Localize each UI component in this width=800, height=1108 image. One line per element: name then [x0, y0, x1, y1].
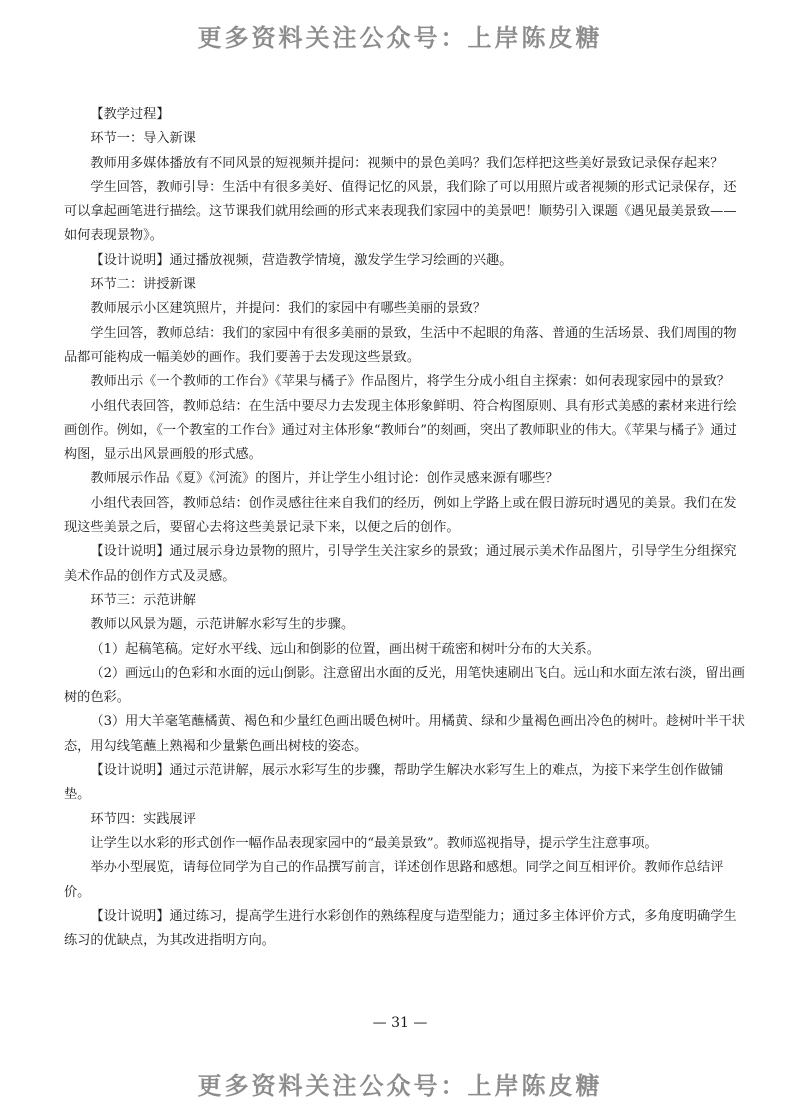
step-4-title: 环节四：实践展评: [90, 811, 196, 827]
step-3-paragraph-1: 教师以风景为题，示范讲解水彩写生的步骤。: [90, 617, 355, 633]
step-1-design-note: 【设计说明】通过播放视频，营造教学情境，激发学生学习绘画的兴趣。: [90, 252, 513, 268]
watermark-bottom: 更多资料关注公众号：上岸陈皮糖: [197, 1072, 603, 1100]
watermark-top: 更多资料关注公众号：上岸陈皮糖: [197, 24, 603, 52]
step-3-paragraph-2: （1）起稿笔稿。定好水平线、远山和倒影的位置，画出树干疏密和树叶分布的大关系。: [90, 641, 600, 657]
step-2-paragraph-5: 教师展示作品《夏》《河流》的图片，并让学生小组讨论：创作灵感来源有哪些？: [90, 471, 559, 487]
step-2-paragraph-3: 教师出示《一个教师的工作台》《苹果与橘子》作品图片，将学生分成小组自主探索：如何表现家园中的景致？: [90, 374, 730, 390]
section-heading: 【教学过程】: [90, 107, 170, 122]
step-4-paragraph-2: 举办小型展览，请每位同学为自己的作品撰写前言，详述创作思路和感想。同学之间互相评价。教师作总结评价。: [64, 860, 724, 900]
step-3-paragraph-3: （2）画远山的色彩和水面的远山倒影。注意留出水面的反光，用笔快速刷出飞白。远山和水面左浓右淡，留出画树的色彩。: [64, 665, 745, 706]
step-1-paragraph-2: 学生回答，教师引导：生活中有很多美好、值得记忆的风景，我们除了可以用照片或者视频的形式记录保存，还可以拿起画笔进行描绘。这节课我们就用绘画的形式来表现我们家园中的美景吧！顺势引入课题《遇见最美景致——如何表现景物》。: [64, 179, 737, 244]
step-2-paragraph-4: 小组代表回答，教师总结：在生活中要尽力去发现主体形象鲜明、符合构图原则、具有形式美感的素材来进行绘画创作。例如，《一个教室的工作台》通过对主体形象“教师台”的刻画，突出了教师职业的伟大。《苹果与橘子》通过构图，显示出风景画般的形式感。: [64, 398, 737, 463]
step-3-title: 环节三：示范讲解: [90, 592, 196, 608]
document-body: [64, 103, 748, 953]
step-2-paragraph-2: 学生回答，教师总结：我们的家园中有很多美丽的景致，生活中不起眼的角落、普通的生活场景、我们周围的物品都可能构成一幅美妙的画作。我们要善于去发现这些景致。: [64, 325, 737, 365]
page-number: — 31 —: [372, 1015, 428, 1031]
step-2-design-note: 【设计说明】通过展示身边景物的照片，引导学生关注家乡的景致；通过展示美术作品图片，引导学生分组探究美术作品的创作方式及灵感。: [64, 544, 737, 584]
step-3-design-note: 【设计说明】通过示范讲解，展示水彩写生的步骤，帮助学生解决水彩写生上的难点，为接下来学生创作做铺垫。: [64, 763, 724, 803]
step-4-paragraph-1: 让学生以水彩的形式创作一幅作品表现家园中的“最美景致”。教师巡视指导，提示学生注意事项。: [90, 835, 658, 851]
step-2-paragraph-1: 教师展示小区建筑照片，并提问：我们的家园中有哪些美丽的景致？: [90, 301, 487, 317]
step-3-paragraph-4: （3）用大羊毫笔蘸橘黄、褐色和少量红色画出暖色树叶。用橘黄、绿和少量褐色画出冷色的树叶。趁树叶半干状态，用勾线笔蘸上熟褐和少量紫色画出树枝的姿态。: [64, 714, 745, 754]
step-1-title: 环节一：导入新课: [90, 131, 196, 147]
step-2-title: 环节二：讲授新课: [90, 277, 196, 293]
step-1-paragraph-1: 教师用多媒体播放有不同风景的短视频并提问：视频中的景色美吗？我们怎样把这些美好景致记录保存起来？: [90, 155, 724, 171]
step-4-design-note: 【设计说明】通过练习，提高学生进行水彩创作的熟练程度与造型能力；通过多主体评价方式，多角度明确学生练习的优缺点，为其改进指明方向。: [64, 908, 737, 949]
step-2-paragraph-6: 小组代表回答，教师总结：创作灵感往往来自我们的经历，例如上学路上或在假日游玩时遇见的美景。我们在发现这些美景之后，要留心去将这些美景记录下来，以便之后的创作。: [64, 495, 737, 536]
